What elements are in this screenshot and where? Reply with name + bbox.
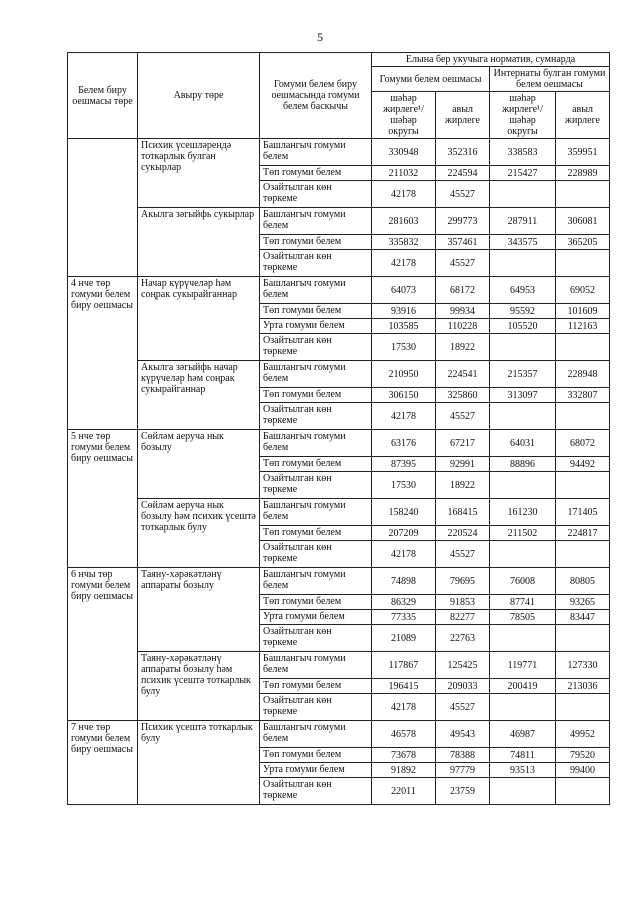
education-level-cell: Озайтылган көн төркеме [260,334,372,361]
urban-value-cell: 211032 [372,166,436,181]
rural-value-cell: 325860 [436,388,490,403]
education-level-cell: Озайтылган көн төркеме [260,472,372,499]
rural-boarding-value-cell: 101609 [556,304,610,319]
education-level-cell: Башлангыч гомуми белем [260,277,372,304]
institution-type-cell [68,139,138,277]
header-general-school: Гомуми белем оешмасы [372,67,490,92]
urban-boarding-value-cell: 343575 [490,235,556,250]
rural-boarding-value-cell: 112163 [556,319,610,334]
urban-value-cell: 42178 [372,541,436,568]
table-row [68,568,610,595]
education-level-cell: Төп гомуми белем [260,595,372,610]
rural-value-cell: 78388 [436,748,490,763]
rural-boarding-value-cell: 365205 [556,235,610,250]
urban-boarding-value-cell: 95592 [490,304,556,319]
header-rural-boarding: авыл жирлеге [556,92,610,139]
education-level-cell: Башлангыч гомуми белем [260,568,372,595]
urban-boarding-value-cell: 46987 [490,721,556,748]
education-level-cell: Урта гомуми белем [260,610,372,625]
urban-boarding-value-cell [490,472,556,499]
rural-boarding-value-cell [556,778,610,805]
urban-boarding-value-cell: 200419 [490,679,556,694]
education-level-cell: Төп гомуми белем [260,388,372,403]
rural-boarding-value-cell: 99400 [556,763,610,778]
urban-boarding-value-cell [490,694,556,721]
rural-value-cell: 45527 [436,403,490,430]
rural-value-cell: 125425 [436,652,490,679]
urban-value-cell: 210950 [372,361,436,388]
rural-boarding-value-cell: 171405 [556,499,610,526]
urban-value-cell: 22011 [372,778,436,805]
urban-boarding-value-cell: 64953 [490,277,556,304]
rural-value-cell: 23759 [436,778,490,805]
urban-value-cell: 86329 [372,595,436,610]
header-urban: шәһәр жирлеге¹/ шәһәр округы [372,92,436,139]
education-level-cell: Башлангыч гомуми белем [260,721,372,748]
rural-boarding-value-cell: 224817 [556,526,610,541]
urban-value-cell: 117867 [372,652,436,679]
rural-value-cell: 18922 [436,334,490,361]
rural-boarding-value-cell: 94492 [556,457,610,472]
disease-type-cell: Начар күрүчеләр һәм соңрак сукырайганнар [138,277,260,361]
rural-boarding-value-cell: 93265 [556,595,610,610]
urban-boarding-value-cell [490,541,556,568]
urban-boarding-value-cell: 93513 [490,763,556,778]
urban-value-cell: 87395 [372,457,436,472]
education-level-cell: Башлангыч гомуми белем [260,139,372,166]
disease-type-cell: Психик үсештә тоткарлык булу [138,721,260,805]
urban-value-cell: 73678 [372,748,436,763]
education-level-cell: Озайтылган көн төркеме [260,778,372,805]
education-level-cell: Төп гомуми белем [260,457,372,472]
institution-type-cell: 5 нче төр гомуми белем биру оешмасы [68,430,138,568]
rural-value-cell: 110228 [436,319,490,334]
urban-boarding-value-cell [490,334,556,361]
table-header [68,53,610,139]
table-row [68,361,610,388]
disease-type-cell: Акылга зәгыйфь начар күрүчеләр һәм соңрак сукырайганнар [138,361,260,430]
disease-type-cell: Таяну-хәрәкәтләнү аппараты бозылу һәм психик үсештә тоткарлык булу [138,652,260,721]
norm-table [67,52,610,805]
urban-value-cell: 330948 [372,139,436,166]
urban-boarding-value-cell: 74811 [490,748,556,763]
disease-type-cell: Сөйләм аеруча нык бозылу [138,430,260,499]
urban-value-cell: 64073 [372,277,436,304]
education-level-cell: Төп гомуми белем [260,304,372,319]
urban-value-cell: 46578 [372,721,436,748]
rural-value-cell: 224541 [436,361,490,388]
rural-boarding-value-cell: 127330 [556,652,610,679]
urban-boarding-value-cell [490,403,556,430]
rural-value-cell: 357461 [436,235,490,250]
education-level-cell: Башлангыч гомуми белем [260,652,372,679]
institution-type-cell: 4 нче төр гомуми белем биру оешмасы [68,277,138,430]
table-row [68,430,610,457]
education-level-cell: Башлангыч гомуми белем [260,430,372,457]
table-row [68,652,610,679]
urban-boarding-value-cell: 87741 [490,595,556,610]
rural-value-cell: 168415 [436,499,490,526]
rural-value-cell: 220524 [436,526,490,541]
urban-value-cell: 103585 [372,319,436,334]
urban-boarding-value-cell: 119771 [490,652,556,679]
education-level-cell: Урта гомуми белем [260,763,372,778]
rural-value-cell: 224594 [436,166,490,181]
rural-value-cell: 82277 [436,610,490,625]
urban-boarding-value-cell: 211502 [490,526,556,541]
urban-boarding-value-cell: 64031 [490,430,556,457]
rural-boarding-value-cell [556,625,610,652]
rural-value-cell: 22763 [436,625,490,652]
urban-boarding-value-cell: 338583 [490,139,556,166]
rural-value-cell: 45527 [436,694,490,721]
header-disease-type: Авыру төре [138,53,260,139]
education-level-cell: Төп гомуми белем [260,166,372,181]
rural-boarding-value-cell: 213036 [556,679,610,694]
rural-boarding-value-cell: 228989 [556,166,610,181]
education-level-cell: Төп гомуми белем [260,679,372,694]
rural-value-cell: 352316 [436,139,490,166]
urban-value-cell: 21089 [372,625,436,652]
urban-value-cell: 207209 [372,526,436,541]
urban-boarding-value-cell: 88896 [490,457,556,472]
education-level-cell: Озайтылган көн төркеме [260,403,372,430]
rural-boarding-value-cell: 49952 [556,721,610,748]
rural-boarding-value-cell [556,403,610,430]
urban-boarding-value-cell: 215427 [490,166,556,181]
rural-value-cell: 18922 [436,472,490,499]
education-level-cell: Озайтылган көн төркеме [260,694,372,721]
urban-boarding-value-cell: 105520 [490,319,556,334]
education-level-cell: Башлангыч гомуми белем [260,208,372,235]
urban-value-cell: 158240 [372,499,436,526]
header-rural: авыл жирлеге [436,92,490,139]
disease-type-cell: Таяну-хәрәкәтләнү аппараты бозылу [138,568,260,652]
education-level-cell: Башлангыч гомуми белем [260,499,372,526]
education-level-cell: Озайтылган көн төркеме [260,250,372,277]
rural-boarding-value-cell [556,472,610,499]
urban-boarding-value-cell: 161230 [490,499,556,526]
rural-value-cell: 91853 [436,595,490,610]
rural-value-cell: 49543 [436,721,490,748]
rural-value-cell: 45527 [436,541,490,568]
urban-value-cell: 42178 [372,403,436,430]
header-institution-type: Белем биру оешмасы төре [68,53,138,139]
urban-boarding-value-cell [490,250,556,277]
rural-value-cell: 67217 [436,430,490,457]
urban-value-cell: 281603 [372,208,436,235]
disease-type-cell: Психик үсешләрендә тоткарлык булган сукырлар [138,139,260,208]
urban-value-cell: 74898 [372,568,436,595]
urban-boarding-value-cell: 76008 [490,568,556,595]
urban-value-cell: 196415 [372,679,436,694]
table-row [68,277,610,304]
rural-value-cell: 45527 [436,181,490,208]
rural-boarding-value-cell: 228948 [556,361,610,388]
urban-value-cell: 77335 [372,610,436,625]
urban-value-cell: 42178 [372,250,436,277]
urban-value-cell: 306150 [372,388,436,403]
rural-value-cell: 99934 [436,304,490,319]
rural-value-cell: 299773 [436,208,490,235]
urban-boarding-value-cell: 215357 [490,361,556,388]
education-level-cell: Төп гомуми белем [260,235,372,250]
rural-value-cell: 79695 [436,568,490,595]
rural-boarding-value-cell: 83447 [556,610,610,625]
table-row [68,208,610,235]
rural-boarding-value-cell [556,334,610,361]
rural-boarding-value-cell: 69052 [556,277,610,304]
rural-value-cell: 68172 [436,277,490,304]
rural-boarding-value-cell: 80805 [556,568,610,595]
table-row [68,139,610,166]
rural-boarding-value-cell: 79520 [556,748,610,763]
urban-boarding-value-cell: 313097 [490,388,556,403]
rural-boarding-value-cell [556,250,610,277]
rural-boarding-value-cell: 68072 [556,430,610,457]
rural-boarding-value-cell: 332807 [556,388,610,403]
urban-value-cell: 42178 [372,181,436,208]
institution-type-cell: 7 нче төр гомуми белем биру оешмасы [68,721,138,805]
education-level-cell: Төп гомуми белем [260,526,372,541]
table-row [68,499,610,526]
urban-value-cell: 335832 [372,235,436,250]
education-level-cell: Озайтылган көн төркеме [260,181,372,208]
rural-value-cell: 92991 [436,457,490,472]
education-level-cell: Төп гомуми белем [260,748,372,763]
rural-boarding-value-cell: 306081 [556,208,610,235]
urban-boarding-value-cell [490,181,556,208]
rural-value-cell: 209033 [436,679,490,694]
rural-boarding-value-cell [556,694,610,721]
education-level-cell: Озайтылган көн төркеме [260,625,372,652]
education-level-cell: Башлангыч гомуми белем [260,361,372,388]
page-number: 5 [317,30,323,44]
table-body [68,139,610,805]
header-urban-boarding: шәһәр жирлеге¹/ шәһәр округы [490,92,556,139]
education-level-cell: Озайтылган көн төркеме [260,541,372,568]
urban-boarding-value-cell [490,778,556,805]
rural-boarding-value-cell [556,541,610,568]
urban-value-cell: 91892 [372,763,436,778]
rural-value-cell: 97779 [436,763,490,778]
urban-boarding-value-cell: 78505 [490,610,556,625]
urban-value-cell: 17530 [372,472,436,499]
institution-type-cell: 6 нчы төр гомуми белем биру оешмасы [68,568,138,721]
urban-value-cell: 63176 [372,430,436,457]
urban-boarding-value-cell: 287911 [490,208,556,235]
header-education-level: Гомуми белем биру оешмасында гомуми белем баскычы [260,53,372,139]
rural-boarding-value-cell: 359951 [556,139,610,166]
header-norm: Елына бер укучыга норматив, сумнарда [372,53,610,67]
rural-value-cell: 45527 [436,250,490,277]
urban-value-cell: 17530 [372,334,436,361]
rural-boarding-value-cell [556,181,610,208]
education-level-cell: Урта гомуми белем [260,319,372,334]
table-row [68,721,610,748]
disease-type-cell: Акылга зәгыйфь сукырлар [138,208,260,277]
header-boarding-school: Интернаты булган гомуми белем оешмасы [490,67,610,92]
urban-boarding-value-cell [490,625,556,652]
urban-value-cell: 42178 [372,694,436,721]
urban-value-cell: 93916 [372,304,436,319]
disease-type-cell: Сөйләм аеруча нык бозылу һәм психик үсештә тоткарлык булу [138,499,260,568]
